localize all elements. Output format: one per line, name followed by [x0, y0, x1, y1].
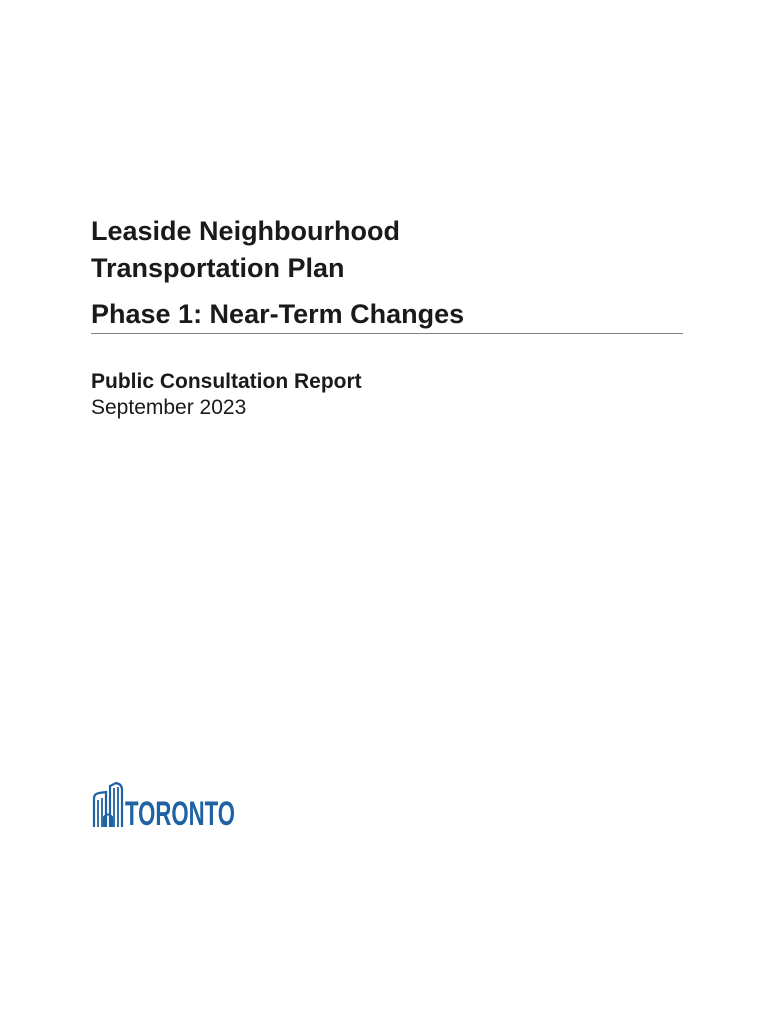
toronto-wordmark	[125, 792, 237, 833]
report-type: Public Consultation Report	[91, 370, 362, 393]
toronto-wordmark-text: TORONTO	[125, 795, 235, 833]
title-block	[91, 213, 683, 421]
toronto-logo	[91, 782, 241, 833]
document-title-line-2: Transportation Plan	[91, 253, 345, 283]
document-title-line-1: Leaside Neighbourhood	[91, 216, 401, 246]
phase-heading: Phase 1: Near-Term Changes	[91, 297, 683, 334]
toronto-city-hall-icon	[91, 782, 125, 828]
report-date: September 2023	[91, 396, 247, 419]
